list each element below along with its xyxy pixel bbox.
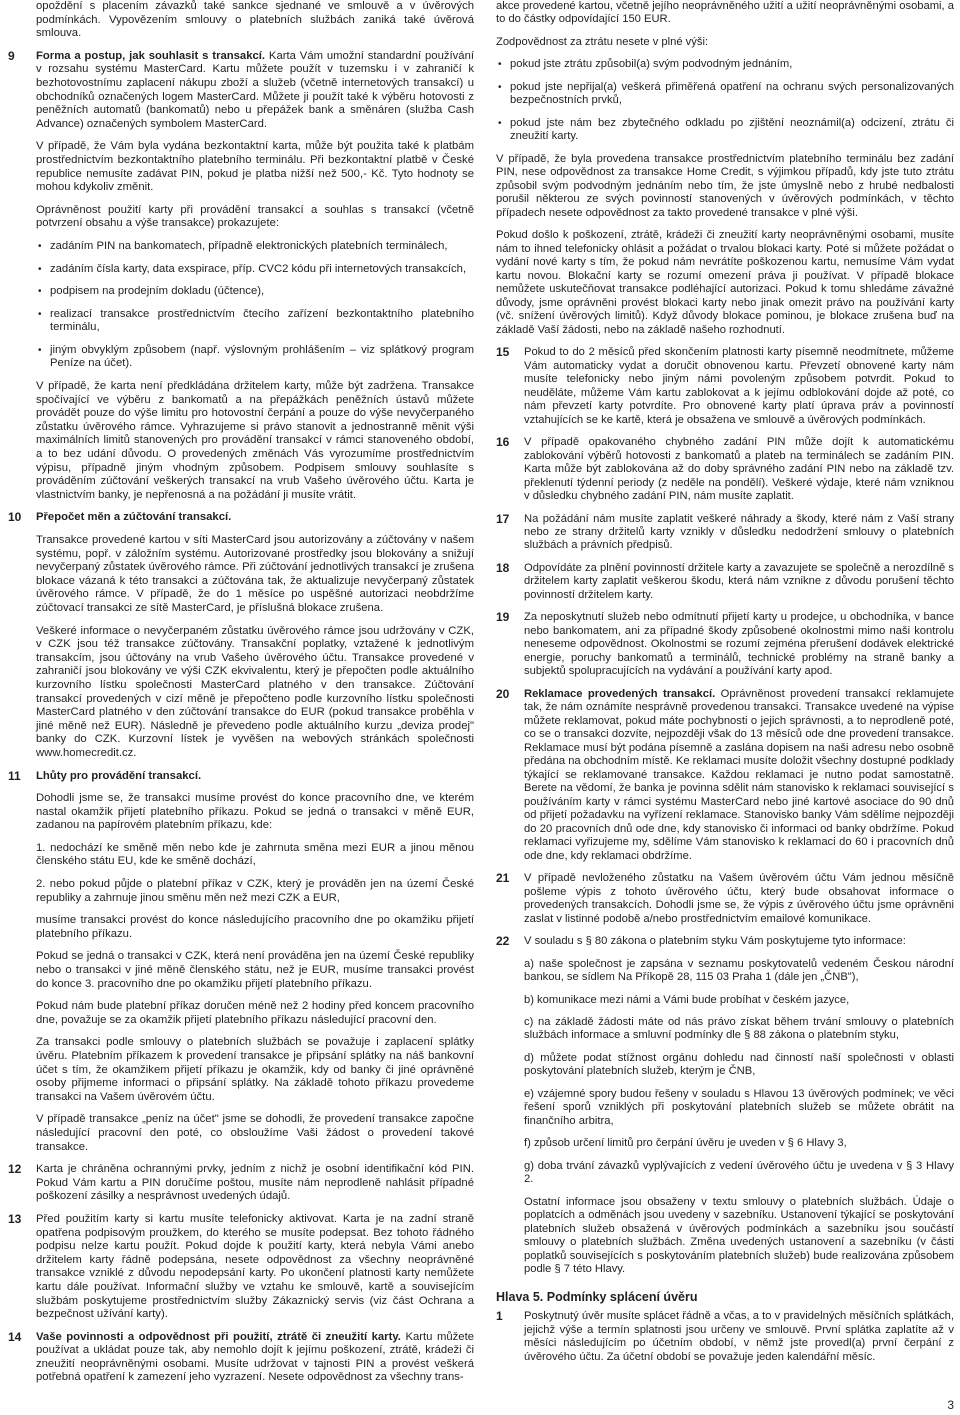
section-22-item-d: d) můžete podat stížnost orgánu dohledu nad činností naší společnosti v oblasti poskytování platebních služeb, kterým je ČNB, <box>524 1051 954 1078</box>
section-11-item-1: 1. nedochází ke směně měn nebo kde je zahrnuta směna mezi EUR a jinou měnou členského státu EU, kde ke směně dochází, <box>36 841 474 868</box>
list-item: • zadáním PIN na bankomatech, případně elektronických platebních terminálech, <box>36 240 474 254</box>
section-20 <box>496 688 954 863</box>
chapter-5-section-1-p1: Poskytnutý úvěr musíte splácet řádně a včas, a to v pravidelných měsíčních splátkách, jejichž výše a termín splatnosti jsou určeny ve smlouvě. První splátka zaplatíte až v měsíci následujícím po účetním období, v němž jste provedl(a) první čerpání z úvěrového účtu. Za účetní období se považuje jeden kalendářní měsíc. <box>524 1310 954 1363</box>
section-22-item-a: a) naše společnost je zapsána v seznamu poskytovatelů vedeném Českou národní bankou, se sídlem Na Příkopě 28, 115 03 Praha 1 (dále jen „ČNB"), <box>524 957 954 984</box>
section-12-p1: Karta je chráněna ochrannými prvky, jedním z nichž je osobní identifikační kód PIN. Pokud Vám kartu a PIN doručíme poštou, musíte nám neprodleně nahlásit případné poškození zásilky a nesprávnost uvedených údajů. <box>36 1163 474 1203</box>
section-11-p6: V případě transakce „peníz na účet" jsme se dohodli, že provedení transakce započne následující pracovní den poté, co obsloužíme Vaši žádost o provedení takové transakce. <box>36 1113 474 1153</box>
list-item: • jiným obvyklým způsobem (např. výslovným prohlášením – viz splátkový program Peníze na účet). <box>36 344 474 371</box>
section-number: 19 <box>496 610 510 625</box>
section-22-item-g: g) doba trvání závazků vyplývajících z vedení úvěrového účtu je uvedena v § 3 Hlavy 2. <box>524 1159 954 1186</box>
right-column <box>496 0 954 1373</box>
section-9-text: Karta Vám umožní standardní používání v rozsahu systému MasterCard. Kartu můžete použít v tuzemsku i v zahraničí k bezhotovostnímu zaplacení nákupu zboží a služeb (včetně internetových transakcí) u obchodníků označených logem MasterCard. Můžete ji použít také k výběru hotovosti z peněžních automatů (bankomatů) nebo u přepážek bank a směnáren (služba Cash Advance) označených symbolem MasterCard. <box>36 49 474 130</box>
section-number: 17 <box>496 511 510 526</box>
section-number: 18 <box>496 560 510 575</box>
right-paragraph-2: Pokud došlo k poškození, ztrátě, krádeži či zneužití karty neoprávněnými osobami, musíte nám to ihned telefonicky ohlásit a požádat o trvalou blokaci karty. Poté si můžete požádat o vydání nové karty s tím, že pokud nám nevrátíte poškozenou kartu, nemusíme Vám vydat kartu novou. Blokační karty se rozumí omezení práva ji používat. V případě blokace nemůžete uskutečňovat transakce podléhající autorizaci. Pokud k tomu shledáme závažné důvody, jsme oprávněni provést blokaci karty nebo jinak omezit právo na používání karty (vč. snížení úvěrových limitů). Když důvody blokace pominou, je blokace zrušena buď na základě Vaší žádosti, nebo na základě našeho rozhodnutí. <box>496 229 954 336</box>
section-number: 11 <box>8 768 21 783</box>
liability-heading: Zodpovědnost za ztrátu nesete v plné výši: <box>496 35 709 48</box>
section-9-p3: Oprávněnost použití karty při provádění transakcí a souhlas s transakcí (včetně potvrzení obsahu a výše transakce) prokazujete: <box>36 203 474 230</box>
section-13 <box>8 1213 474 1322</box>
section-14 <box>8 1331 474 1385</box>
section-22-item-f: f) způsob určení limitů pro čerpání úvěru je uveden v § 6 Hlavy 3, <box>524 1137 847 1150</box>
section-22-p2: Ostatní informace jsou obsaženy v textu smlouvy o platebních službách. Údaje o poplatcích a odměnách jsou uvedeny v sazebníku. Ustanovení týkající se poskytování platebních služeb obsažená v úvěrových podmínkách a sazebníku jsou součástí smlouvy o platebních službách. Změna uvedených ustanovení a sazebníku (v části poplatků souvisejících s poskytováním platebních služeb) bude realizována způsobem podle § 7 této Hlavy. <box>524 1195 954 1276</box>
section-17-p1: Na požádání nám musíte zaplatit veškeré náhrady a škody, které nám z Vaší strany nebo ze strany držitelů karty vznikly v důsledku nedodržení smlouvy o platebních službách a právních předpisů. <box>524 512 954 552</box>
liability-list <box>496 58 954 143</box>
section-22-item-e: e) vzájemné spory budou řešeny v souladu s Hlavou 13 úvěrových podmínek; ve věci řešení sporů vzniklých při poskytování platebních služeb se můžete obrátit na finančního arbitra, <box>524 1087 954 1127</box>
section-18-p1: Odpovídáte za plnění povinností držitele karty a zavazujete se společně a nerozdílně s držitelem karty zaplatit veškerou škodu, která nám vznikne z důvodu porušení těchto povinností držitelem karty. <box>524 561 954 601</box>
section-22-p1: V souladu s § 80 zákona o platebním styku Vám poskytujeme tyto informace: <box>524 935 906 948</box>
section-21-p1: V případě nevloženého zůstatku na Vašem úvěrovém účtu Vám jednou měsíčně pošleme výpis z tohoto úvěrového účtu, který bude obsahovat informace o provedených transakcích. Dohodli jsme se, že výpis z úvěrového účtu jsme oprávněni zaslat v listinné podobě a/nebo prostřednictvím emailové komunikace. <box>524 872 954 925</box>
section-number: 20 <box>496 686 510 701</box>
page-number: 3 <box>947 1398 954 1413</box>
section-number: 15 <box>496 345 510 360</box>
section-number: 14 <box>8 1329 22 1344</box>
section-10-p2: Veškeré informace o nevyčerpaném zůstatku úvěrového rámce jsou udržovány v CZK, v CZK jsou též transakce zúčtovány. Transakční poplatky, vztažené k jednotlivým transakcím, jsou účtovány na vrub Vašeho úvěrového účtu. Transakce provedené v zahraničí jsou blokovány ve výši CZK ekvivalentu, který je přepočten podle aktuálního kurzovního lístku společnosti MasterCard platného v den transakce. Zúčtování transakcí provedených v cizí měně je přepočteno podle kurzovního lístku společnosti MasterCard platného v den zúčtování transakce do EUR (pokud transakce proběhla v jiné měně než EUR). Následně je převedeno podle aktuálního kurzu „deviza prodej" banky do CZK. Kurzovní lístek je vyvěšen na webových stránkách společnosti www.homecredit.cz. <box>36 624 474 759</box>
section-19-p1: Za neposkytnutí služeb nebo odmítnutí přijetí karty u prodejce, u obchodníka, v bance nebo bankomatem, ani za případné škody způsobené okolnostmi mimo naši kontrolu neneseme odpovědnost. Okolnostmi se rozumí zejména přerušení dodávek elektrické energie, poruchy bankomatů a terminálů, technické problémy na straně banky a subjektů spolupracujících na vydávání a používání karty apod. <box>524 611 954 678</box>
right-paragraph-1: V případě, že byla provedena transakce prostřednictvím platebního terminálu bez zadání PIN, nese odpovědnost za transakce Home Credit, s výjimkou případů, kdy jste tuto ztrátu způsobil svým podvodným jednáním nebo tím, že jste úmyslně nebo z hrubé nedbalosti porušil některou ze svých povinností stanovených v úvěrových podmínkách, v těchto případech nesete odpovědnost za takto provedené transakce v plné výši. <box>496 152 954 219</box>
section-9-p2: V případě, že Vám byla vydána bezkontaktní karta, může být použita také k platbám prostřednictvím bezkontaktního platebního terminálu. Při bezkontaktní platbě v České republice nemusíte zadávat PIN, pokud je platba nižší než 500,- Kč. Tyto hodnoty se mohou kdykoliv změnit. <box>36 140 474 194</box>
section-20-text: Oprávněnost provedení transakcí reklamujete tak, že nám oznámíte nesprávně provedenou transakci. Transakce uvedené na výpise můžete reklamovat, pokud máte pochybnosti o jejich správnosti, a to neprodleně poté, co se o transakci dozvíte, nejpozději však do 13 měsíců ode dne provedení transakce. Reklamace musí být podána písemně a zaslána dopisem na naši adresu nebo osobně předána na obchodním místě. Ke reklamaci musíte doložit všechny dostupné podklady týkající se reklamované transakce. Každou reklamaci je nutno podat samostatně. Berete na vědomí, že banka je povinna sdělit nám stanovisko k reklamaci související s používáním karty v rámci systému MasterCard nebo jiné kartové asociace do 90 dnů od přijetí požadavku na vyřízení reklamace. Stanovisko banky Vám sdělíme nejpozději do 20 pracovních dnů ode dne, kdy stanovisko či informaci od banky obdržíme. Pokud reklamaci vyřizujeme my, sdělíme Vám stanovisko k reklamaci do 60 i pracovních dnů ode dne, kdy reklamaci obdržíme. <box>524 687 954 862</box>
section-10-title: Přepočet měn a zúčtování transakcí. <box>36 511 232 524</box>
list-item: • realizací transakce prostřednictvím čtecího zařízení bezkontaktního platebního terminálu, <box>36 308 474 335</box>
section-17 <box>496 513 954 553</box>
section-11-p2: musíme transakci provést do konce následujícího pracovního dne po okamžiku přijetí platebního příkazu. <box>36 914 474 940</box>
section-11-item-2: 2. nebo pokud půjde o platební příkaz v CZK, který je prováděn jen na území České republiky a zahrnuje jinou směnu měn než mezi CZK a EUR, <box>36 878 474 904</box>
section-14-title: Vaše povinnosti a odpovědnost při použití, ztrátě či zneužití karty. <box>36 1330 401 1343</box>
section-15 <box>496 346 954 427</box>
section-number: 22 <box>496 934 510 949</box>
list-item: • zadáním čísla karty, data exspirace, příp. CVC2 kódu při internetových transakcích, <box>36 263 474 277</box>
left-intro-paragraph: opoždění s placením závazků také sankce sjednané ve smlouvě a v úvěrových podmínkách. Vypovězením smlouvy o platebních službách zaniká také úvěrová smlouva. <box>36 0 474 40</box>
section-number: 21 <box>496 871 510 886</box>
section-number: 1 <box>496 1309 503 1324</box>
section-14-p1 <box>36 1331 474 1385</box>
section-number: 9 <box>8 48 15 63</box>
section-11-p3: Pokud se jedná o transakci v CZK, která není prováděna jen na území České republiky nebo o transakci v jiné měně členského státu, než je EUR, musíme transakci provést do konce 3. pracovního dne po okamžiku přijetí platebního příkazu. <box>36 950 474 990</box>
section-9-p1 <box>36 50 474 132</box>
section-16-p1: V případě opakovaného chybného zadání PIN může dojít k automatickému zablokování výběrů hotovosti z bankomatů a plateb na terminálech se zadáním PIN. Karta může být zablokována až do doby správného zadání PIN nebo na základě tzv. překlenutí týdenní periody (z neděle na pondělí). Veškeré výdaje, které nám vzniknou v důsledku chybného zadání PIN, nám musíte zaplatit. <box>524 436 954 503</box>
section-number: 16 <box>496 435 510 450</box>
section-14-text: Kartu můžete používat a ukládat pouze tak, aby nemohlo dojít k jejímu poškození, ztrátě, krádeži či zneužití neoprávněnými osobami. Musíte udržovat v tajnosti PIN a provést veškerá potřebná opatření k zamezení jeho vyzrazení. Nesete odpovědnost za všechny trans- <box>36 1330 474 1384</box>
list-item: • pokud jste nepřijal(a) veškerá přiměřená opatření na ochranu svých personalizovaných bezpečnostních prvků, <box>496 81 954 108</box>
section-number: 12 <box>8 1162 22 1177</box>
list-item: • pokud jste ztrátu způsobil(a) svým podvodným jednáním, <box>496 58 954 71</box>
section-11-p4: Pokud nám bude platební příkaz doručen méně než 2 hodiny před koncem pracovního dne, považuje se za okamžik přijetí platebního příkazu následující pracovní den. <box>36 1000 474 1026</box>
section-9-title: Forma a postup, jak souhlasit s transakcí. <box>36 49 266 62</box>
section-16 <box>496 436 954 503</box>
section-21 <box>496 872 954 926</box>
section-12 <box>8 1163 474 1204</box>
section-number: 10 <box>8 510 22 525</box>
list-item: • podpisem na prodejním dokladu (účtence), <box>36 285 474 299</box>
consent-methods-list <box>36 240 474 371</box>
section-10-p1: Transakce provedené kartou v síti MasterCard jsou autorizovány a zúčtovány v našem systému, popř. v záložním systému. Autorizované prostředky jsou blokovány a snižují nevyčerpaný zůstatek úvěrového rámce. Při zúčtování jednotlivých transakcí je zrušena blokace vázaná k této transakci a zúčtována tak, že aktualizuje nevyčerpaný zůstatek úvěrového rámce. V případě, že do 1 měsíce po uspěšné autorizaci neobdržíme zúčtovací transakci ze sítě MasterCard, je příslušná blokace zrušena. <box>36 534 474 614</box>
section-11-title: Lhůty pro provádění transakcí. <box>36 769 202 782</box>
section-11 <box>8 770 474 1155</box>
chapter-heading: Hlava 5. Podmínky splácení úvěru <box>496 1289 698 1304</box>
section-18 <box>496 562 954 602</box>
section-10 <box>8 511 474 760</box>
section-number: 13 <box>8 1211 22 1226</box>
list-item: • pokud jste nám bez zbytečného odkladu po zjištění neoznámil(a) odcizení, ztrátu či zneužití karty. <box>496 117 954 144</box>
section-22-item-b: b) komunikace mezi námi a Vámi bude probíhat v českém jazyce, <box>524 993 850 1006</box>
right-intro-paragraph: akce provedené kartou, včetně jejího neoprávněného užití a užití neoprávněnými osobami, a to do částky odpovídající 150 EUR. <box>496 0 954 26</box>
chapter-5-section-1 <box>496 1310 954 1364</box>
section-20-p1 <box>524 688 954 863</box>
section-19 <box>496 611 954 678</box>
section-9 <box>8 50 474 503</box>
section-20-title: Reklamace provedených transakcí. <box>524 687 716 700</box>
section-22 <box>496 935 954 1277</box>
section-13-p1: Před použitím karty si kartu musíte telefonicky aktivovat. Karta je na zadní straně opatřena podpisovým proužkem, do kterého se musíte podepsat. Bez tohoto řádného podpisu nelze kartu použít. Pokud dojde k použití karty, která nebyla Vámi anebo držitelem karty řádně podepsána, nesete odpovědnost za všechny neoprávněné transakce vzniklé z důvodu nepodepsání karty. Po ukončení platnosti karty nemůžete kartu dále používat. Informační služby ve vztahu ke smlouvě, kartě a souvisejícím službám poskytujeme prostřednictvím služby Zákaznický servis (viz část Ochrana a bezpečnost užívání karty). <box>36 1212 474 1321</box>
section-11-p5: Za transakci podle smlouvy o platebních službách se považuje i zaplacení splátky úvěru. Platebním příkazem k provedení transakce je připsání splátky na náš bankovní účet s tím, že okamžikem přijetí příkazu je okamžik, kdy od banky či jiné oprávněné osoby přijmeme informaci o připsání splátky. Na základě tohoto příkazu provedeme transakci na Vašem úvěrovém účtu. <box>36 1036 474 1103</box>
section-15-p1: Pokud to do 2 měsíců před skončením platnosti karty písemně neodmítnete, můžeme Vám automaticky vydat a doručit obnovenou kartu. Převzetí obnovené karty nám musíte telefonicky nebo jiným námi povoleným způsobem potvrdit. Pokud to neuděláte, můžeme Vám kartu zablokovat a k jejímu odblokování dojde až poté, co nám převzetí karty potvrdíte. Pro obnovené karty platí úprava práv a povinností vztahujících se ke kartě, která je obsažena ve smlouvě a úvěrových podmínkách. <box>524 346 954 426</box>
section-9-p4: V případě, že karta není předkládána držitelem karty, může být zadržena. Transakce spočívající ve výběru z bankomatů a na přepážkách peněžních ústavů můžete provádět pouze do výše limitu pro hotovostní čerpání a pouze do výše nevyčerpaného zůstatku úvěrového rámce. Vyhrazujeme si právo stanovit a jednostranně měnit výši maximálních limitů stanovených pro provádění transakcí v rámci stanoveného období, a to bez udání důvodu. O provedených změnách Vás vyrozumíme prostřednictvím výpisu, případně jiným vhodným způsobem. Podpisem smlouvy souhlasíte s prováděním zúčtování veškerých transakcí na vrub Vašeho úvěrového účtu. Karta je vlastnictvím banky, je nepřenosná a na požádání ji musíte vrátit. <box>36 380 474 501</box>
section-22-item-c: c) na základě žádosti máte od nás právo získat během trvání smlouvy o platebních službách informace a smluvní podmínky dle § 88 zákona o platebním styku, <box>524 1016 954 1042</box>
left-column <box>8 0 474 1394</box>
section-11-p1: Dohodli jsme se, že transakci musíme provést do konce pracovního dne, ve kterém nastal okamžik přijetí platebního příkazu. Pokud se jedná o transakci v měně EUR, zadanou na papírovém platebním příkazu, kde: <box>36 792 474 832</box>
